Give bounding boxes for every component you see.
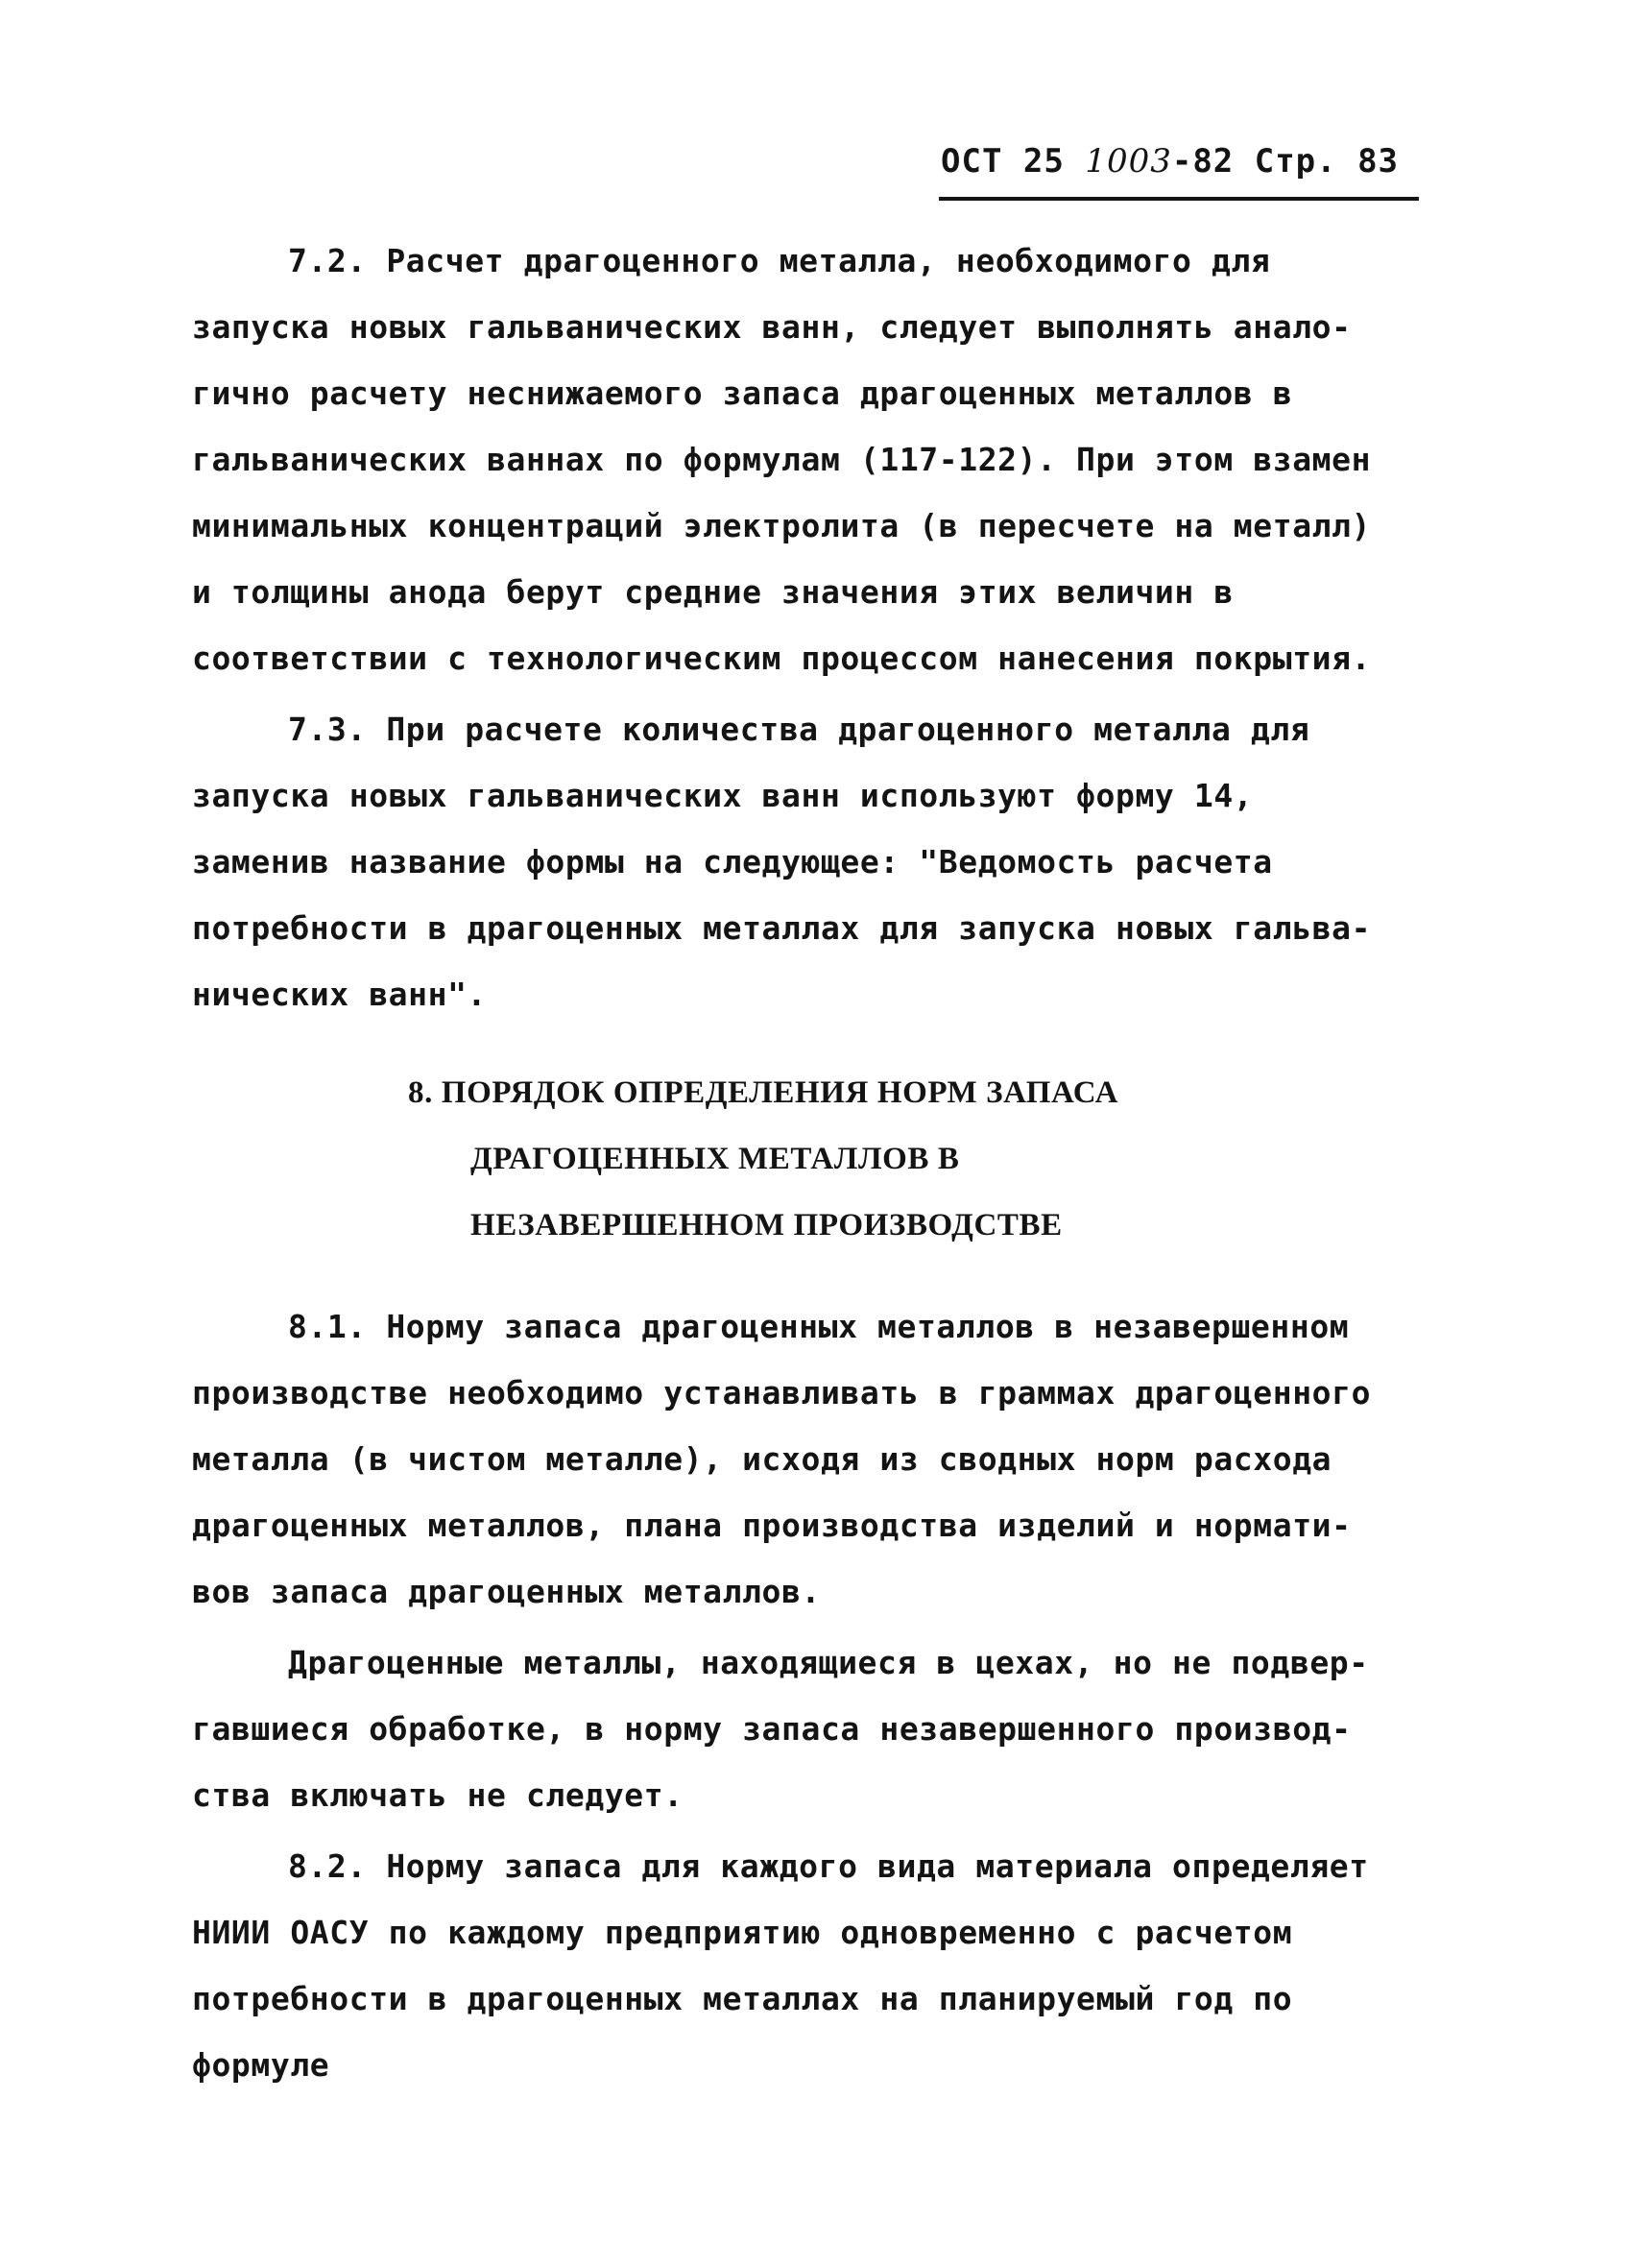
year-and-page: -82 Стр. 83 (1171, 142, 1400, 181)
paragraph-8-2-line: 8.2. Норму запаса для каждого вида материала определяет (288, 1847, 1369, 1885)
paragraph-7-2-line: соответствии с технологическим процессом нанесения покрытия. (192, 639, 1372, 677)
paragraph-8-1-line: металла (в чистом металле), исходя из сводных норм расхода (192, 1440, 1332, 1478)
paragraph-7-3-line: нических ванн". (192, 976, 488, 1013)
paragraph-8-1-line: драгоценных металлов, плана производства изделий и нормати- (192, 1507, 1352, 1544)
paragraph-8-2-line: потребности в драгоценных металлах на планируемый год по (192, 1980, 1293, 2017)
paragraph-8-1-line: производстве необходимо устанавливать в граммах драгоценного (192, 1374, 1372, 1411)
section-8-heading: ДРАГОЦЕННЫХ МЕТАЛЛОВ В (470, 1142, 960, 1176)
paragraph-8-1-note-line: Драгоценные металлы, находящиеся в цехах, но не подвер- (288, 1644, 1369, 1681)
page-header (941, 142, 1421, 181)
paragraph-7-2-line: гично расчету неснижаемого запаса драгоценных металлов в (192, 374, 1293, 412)
paragraph-8-2-line: формуле (192, 2046, 330, 2084)
paragraph-8-1-note-line: гавшиеся обработке, в норму запаса незавершенного производ- (192, 1710, 1352, 1748)
paragraph-7-2-line: минимальных концентраций электролита (в пересчете на металл) (192, 507, 1372, 544)
paragraph-7-3-line: запуска новых гальванических ванн используют форму 14, (192, 777, 1254, 814)
header-underline (939, 197, 1419, 201)
paragraph-8-1-note-line: ства включать не следует. (192, 1776, 684, 1814)
section-8-heading: НЕЗАВЕРШЕННОМ ПРОИЗВОДСТВЕ (470, 1208, 1063, 1243)
standard-number-handwritten: 1003 (1085, 142, 1172, 181)
paragraph-7-2-line: и толщины анода берут средние значения этих величин в (192, 573, 1234, 611)
paragraph-7-2-line: гальванических ваннах по формулам (117-122). При этом взамен (192, 441, 1372, 478)
paragraph-7-3-line: заменив название формы на следующее: "Ведомость расчета (192, 843, 1273, 881)
paragraph-7-3-line: потребности в драгоценных металлах для запуска новых гальва- (192, 909, 1372, 947)
paragraph-7-3-line: 7.3. При расчете количества драгоценного металла для (288, 711, 1310, 748)
section-8-heading: 8. ПОРЯДОК ОПРЕДЕЛЕНИЯ НОРМ ЗАПАСА (408, 1075, 1119, 1110)
paragraph-8-1-line: 8.1. Норму запаса драгоценных металлов в незавершенном (288, 1308, 1350, 1345)
paragraph-8-2-line: НИИИ ОАСУ по каждому предприятию одновременно с расчетом (192, 1914, 1293, 1951)
standard-code: ОСТ 25 (941, 142, 1065, 181)
paragraph-7-2-line: запуска новых гальванических ванн, следует выполнять анало- (192, 308, 1352, 346)
paragraph-7-2-line: 7.2. Расчет драгоценного металла, необходимого для (288, 242, 1271, 279)
paragraph-8-1-line: вов запаса драгоценных металлов. (192, 1573, 821, 1610)
